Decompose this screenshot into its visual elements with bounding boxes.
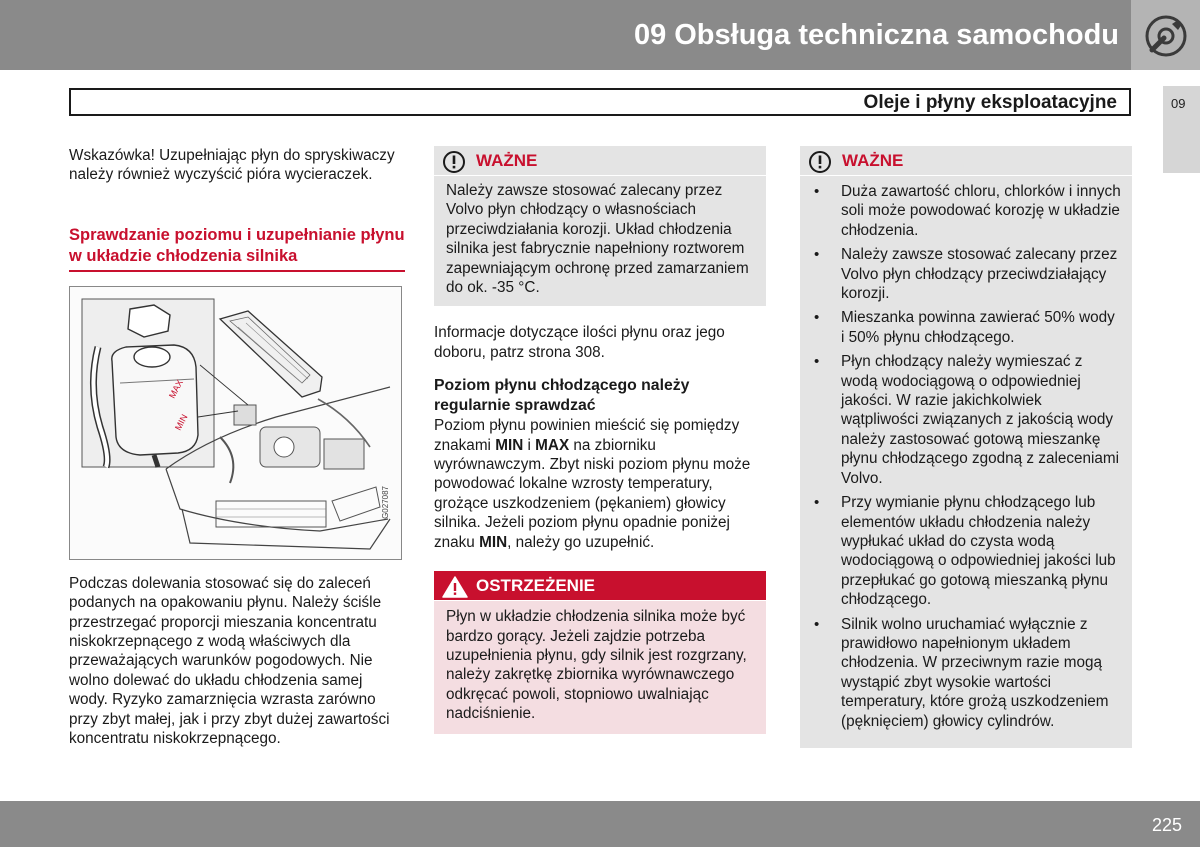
section-title-box [69, 88, 1131, 116]
min-mark: MIN [495, 436, 524, 454]
list-item: • Mieszanka powinna zawierać 50% wody i 50% płynu chłodzącego. [810, 308, 1122, 347]
important-label-2: WAŻNE [842, 151, 904, 170]
important-notice-2 [800, 146, 1132, 748]
chapter-tab-number: 09 [1171, 96, 1186, 111]
engine-coolant-illustration [69, 286, 402, 560]
quantity-info-paragraph: Informacje dotyczące ilości płynu oraz jego doboru, patrz strona 308. [434, 324, 725, 361]
level-text-2: na zbiorniku wyrównawczym. Zbyt niski poziom płynu może powodować lokalne wzrosty temperatury, grożące uszkodzeniem (pękaniem) głowicy silnika. Jeżeli poziom płynu opadnie poniżej znaku [434, 436, 751, 551]
level-text-and: i [523, 436, 536, 454]
list-item: • Silnik wolno uruchamiać wyłącznie z prawidłowo napełnionym układem chłodzenia. W przeciwnym razie mogą wystąpić zbyt wysokie wartości temperatury, które grożą uszkodzeniem (pęknięciem) głowicy cylindrów. [810, 615, 1122, 731]
important-notice-1 [434, 146, 766, 306]
warning-notice-text: Płyn w układzie chłodzenia silnika może być bardzo gorący. Jeżeli zajdzie potrzeba uzupełnienia płynu, gdy silnik jest rozgrzany, należy zakrętkę zbiornika wyrównawczego odkręcać powoli, stopniowo uwalniając nadciśnienie. [446, 608, 747, 723]
page-number: 225 [1151, 815, 1182, 835]
important-bullet-list [800, 176, 1132, 748]
exclamation-circle-icon [808, 150, 832, 174]
check-level-heading: Poziom płynu chłodzącego należy regularnie sprawdzać [434, 377, 690, 415]
chapter-title: 09 Obsługa techniczna samochodu [633, 19, 1119, 51]
coolant-heading: Sprawdzanie poziomu i uzupełnianie płynu w układzie chłodzenia silnika [69, 225, 405, 272]
list-item: • Duża zawartość chloru, chlorków i innych soli może powodować korozję w układzie chłodzenia. [810, 182, 1122, 240]
wrench-gear-icon [1144, 14, 1188, 58]
important-notice-text: Należy zawsze stosować zalecany przez Volvo płyn chłodzący o własnościach przeciwdziałania korozji. Układ chłodzenia silnika jest fabrycznie napełniony roztworem zapewniającym ochronę przed zamarzaniem do ok. -35 °C. [446, 182, 749, 297]
engine-illustration [70, 287, 403, 561]
important-notice-2-header [800, 146, 1132, 176]
min-mark-2: MIN [479, 533, 508, 551]
column-3 [800, 146, 1132, 748]
chapter-header [0, 0, 1131, 70]
level-text-1: Poziom płynu powinien mieścić się pomiędzy znakami [434, 417, 740, 454]
chapter-icon-box [1131, 0, 1200, 70]
chapter-side-tab [1163, 86, 1200, 173]
important-notice-header [434, 146, 766, 176]
exclamation-circle-icon [442, 150, 466, 174]
figure-code: G027087 [380, 485, 390, 519]
max-label: MAX [166, 377, 185, 400]
column-2 [434, 146, 766, 734]
warning-label: OSTRZEŻENIE [476, 576, 596, 596]
level-text-3: , należy go uzupełnić. [507, 533, 655, 551]
page-footer [0, 801, 1200, 847]
important-label: WAŻNE [476, 151, 538, 170]
level-paragraph [434, 416, 766, 552]
mixing-paragraph: Podczas dolewania stosować się do zaleceń podanych na opakowaniu płynu. Należy ściśle przestrzegać proporcji mieszania koncentratu niskokrzepnącego z wodą właściwych dla przeważających warunków pogodowych. Nie wolno dolewać do układu chłodzenia samej wody. Ryzyko zamarznięcia wzrasta zarówno przy zbyt małej, jak i przy zbyt dużej zawartości koncentratu niskokrzepnącego. [69, 574, 390, 748]
list-item: • Płyn chłodzący należy wymieszać z wodą wodociągową o odpowiedniej jakości. W razie jakichkolwiek wątpliwości związanych z jakością wody należy zastosować gotową mieszankę płynu chłodzącego zgodną z zaleceniami Volvo. [810, 352, 1122, 488]
min-label: MIN [172, 412, 190, 432]
list-item: • Przy wymianie płynu chłodzącego lub elementów układu chłodzenia należy wypłukać układ do czysta wodą wodociągową o odpowiedniej jakości lub przepłukać go gotową mieszanką płynu chłodzącego. [810, 493, 1122, 609]
max-mark: MAX [535, 436, 570, 454]
section-title: Oleje i płyny eksploatacyjne [863, 92, 1117, 113]
warning-notice-header [434, 571, 766, 601]
list-item: • Należy zawsze stosować zalecany przez Volvo płyn chłodzący przeciwdziałający korozji. [810, 245, 1122, 303]
column-1 [69, 146, 405, 748]
tip-paragraph: Wskazówka! Uzupełniając płyn do spryskiwaczy należy również wyczyścić pióra wycieraczek. [69, 147, 395, 184]
warning-triangle-icon [442, 575, 468, 599]
warning-notice [434, 571, 766, 733]
